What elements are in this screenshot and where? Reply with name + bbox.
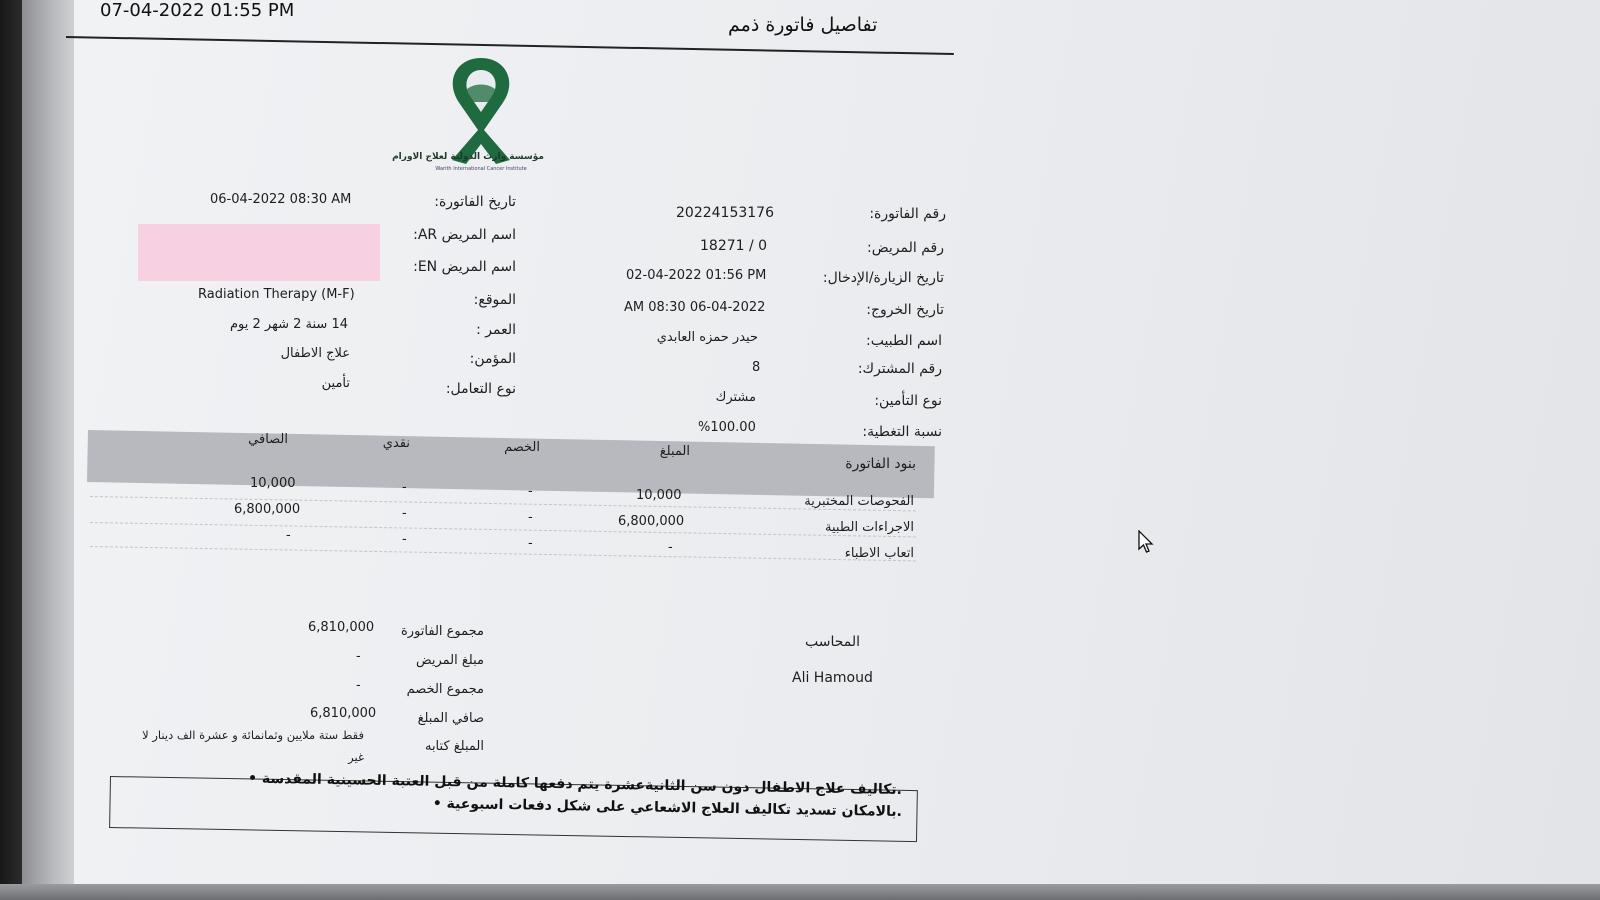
visit-date-label: تاريخ الزيارة/الإدخال: (822, 270, 944, 286)
visit-date-value: 02-04-2022 01:56 PM (626, 268, 767, 283)
subscriber-no-label: رقم المشترك: (857, 361, 942, 377)
print-timestamp: 07-04-2022 01:55 PM (100, 0, 295, 21)
patient-no-label: رقم المريض: (867, 240, 944, 256)
table-row-2-cash: - (402, 506, 407, 521)
col-header-amount: المبلغ (659, 444, 690, 459)
col-header-net: الصافي (248, 432, 288, 447)
exit-date-value: AM 08:30 06-04-2022 (624, 300, 766, 315)
discount-total-label: مجموع الخصم (406, 682, 484, 697)
invoice-date-value: 06-04-2022 08:30 AM (210, 192, 352, 207)
col-header-discount: الخصم (504, 440, 540, 455)
invoice-date-label: تاريخ الفاتورة: (434, 194, 516, 210)
note-line-1: .تكاليف علاج الاطفال دون سن الثانيةعشرة يتم دفعها كاملة من قبل العتبة الحسينية المقدسة • (247, 770, 903, 798)
page-title: تفاصيل فاتورة ذمم (728, 14, 878, 36)
exit-date-label: تاريخ الخروج: (866, 302, 944, 318)
table-row-3-discount: - (528, 536, 533, 551)
table-row-1-net: 10,000 (250, 476, 296, 491)
invoice-no-value: 20224153176 (676, 205, 774, 221)
location-label: الموقع: (473, 292, 516, 308)
patient-amount-value: - (356, 649, 361, 664)
table-row-1-item: الفحوصات المختبرية (804, 494, 914, 509)
redacted-patient-name (138, 224, 380, 281)
coverage-label: نسبة التغطية: (862, 424, 942, 440)
net-amount-value: 6,810,000 (310, 706, 377, 721)
accountant-name: Ali Hamoud (792, 670, 873, 686)
discount-total-value: - (356, 678, 361, 693)
doctor-label: اسم الطبيب: (866, 333, 942, 349)
amount-in-words-line-2: غير (348, 750, 364, 764)
age-value: 14 سنة 2 شهر 2 يوم (229, 317, 348, 332)
monitor-bottom-bezel (0, 884, 1600, 900)
table-row-2-discount: - (528, 510, 533, 525)
col-header-items: بنود الفاتورة (845, 456, 916, 472)
table-row-2-item: الاجراءات الطبية (825, 520, 914, 535)
table-row-2-amount: 6,800,000 (618, 514, 685, 529)
insurance-type-label: نوع التأمين: (874, 393, 942, 409)
invoice-no-label: رقم الفاتورة: (869, 206, 946, 222)
monitor-bezel (0, 0, 22, 900)
patient-no-value: 18271 / 0 (700, 238, 768, 254)
table-row-1-cash: - (402, 480, 407, 495)
mouse-cursor-icon (1138, 530, 1154, 558)
invoice-total-label: مجموع الفاتورة (400, 624, 484, 639)
monitor-frame (22, 0, 74, 900)
logo-subtext: Warith International Cancer Institute (435, 166, 527, 172)
insurer-value: علاج الاطفال (280, 346, 350, 361)
patient-name-en-label: اسم المريض EN: (413, 259, 516, 275)
patient-amount-label: مبلغ المريض (415, 653, 484, 668)
invoice-total-value: 6,810,000 (308, 620, 375, 635)
transaction-type-value: تأمين (321, 376, 350, 391)
table-row-1-discount: - (528, 484, 533, 499)
table-row-2-net: 6,800,000 (234, 502, 301, 517)
table-row-3-net: - (286, 528, 291, 543)
note-line-2: .بالامكان تسديد تكاليف العلاج الاشعاعي على شكل دفعات اسبوعية • (432, 795, 902, 820)
col-header-cash: نقدي (382, 436, 410, 451)
logo-text: مؤسسة وارث الدولية لعلاج الاورام (392, 152, 544, 162)
table-row-1-amount: 10,000 (636, 488, 682, 503)
doctor-value: حيدر حمزه العابدي (656, 330, 758, 345)
location-value: Radiation Therapy (M-F) (198, 287, 355, 302)
org-logo (392, 52, 546, 176)
subscriber-no-value: 8 (752, 360, 761, 375)
patient-name-ar-label: اسم المريض AR: (413, 227, 516, 243)
table-row-3-cash: - (402, 532, 407, 547)
accountant-label: المحاسب (804, 634, 860, 650)
insurer-label: المؤمن: (469, 351, 516, 367)
amount-in-words-label: المبلغ كتابه (424, 739, 484, 754)
transaction-type-label: نوع التعامل: (445, 381, 516, 397)
coverage-value: %100.00 (698, 420, 756, 435)
insurance-type-value: مشترك (715, 390, 756, 405)
age-label: العمر : (476, 322, 516, 338)
table-row-3-item: اتعاب الاطباء (844, 546, 914, 561)
net-amount-label: صافي المبلغ (417, 711, 484, 726)
amount-in-words-line-1: فقط ستة ملايين وثمانمائة و عشرة الف دينار لا (142, 728, 364, 742)
table-row-3-amount: - (668, 540, 673, 555)
